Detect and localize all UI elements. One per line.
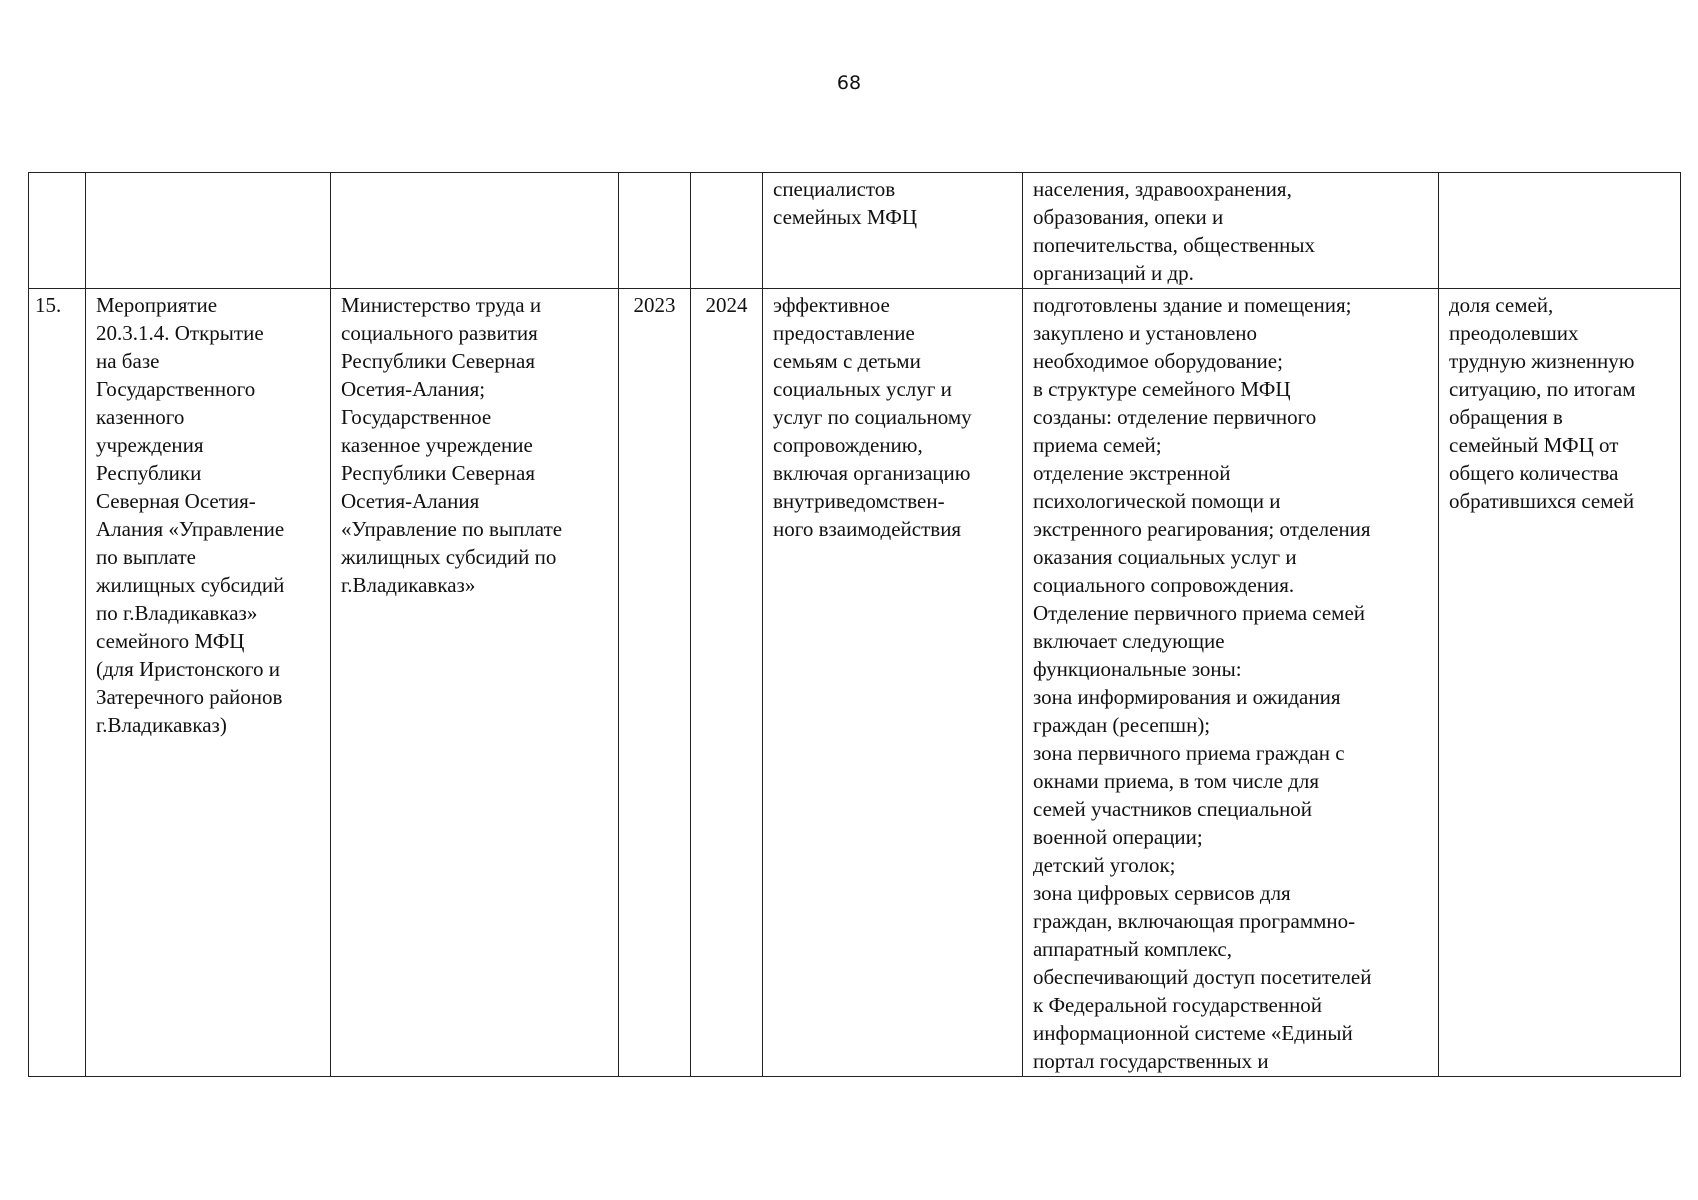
indicator-cell: доля семей, преодолевших трудную жизненную ситуацию, по итогам обращения в семейный МФЦ от общего количества обратившихся семей [1439, 289, 1681, 1077]
end-year-cell [691, 173, 763, 289]
content-cell: подготовлены здание и помещения; закуплено и установлено необходимое оборудование; в структуре семейного МФЦ созданы: отделение первичного приема семей; отделение экстренной психологической помощи и экстренного реагирования; отделения оказания социальных услуг и социального сопровождения. Отделение первичного приема семей включает следующие функциональные зоны: зона информирования и ожидания граждан (ресепшн); зона первичного приема граждан с окнами приема, в том числе для семей участников специальной военной операции; детский уголок; зона цифровых сервисов для граждан, включающая программно- аппаратный комплекс, обеспечивающий доступ посетителей к Федеральной государственной информационной системе «Единый портал государственных и [1023, 289, 1439, 1077]
expected-result-cell: специалистов семейных МФЦ [763, 173, 1023, 289]
start-year-cell [619, 173, 691, 289]
indicator-cell [1439, 173, 1681, 289]
executor-cell: Министерство труда и социального развития Республики Северная Осетия-Алания; Государственное казенное учреждение Республики Северная Осетия-Алания «Управление по выплате жилищных субсидий по г.Владикавказ» [331, 289, 619, 1077]
table-row [29, 173, 1681, 289]
executor-cell [331, 173, 619, 289]
measure-cell [86, 173, 331, 289]
content-cell: населения, здравоохранения, образования, опеки и попечительства, общественных организаций и др. [1023, 173, 1439, 289]
row-number-cell: 15. [29, 289, 86, 1077]
start-year-cell: 2023 [619, 289, 691, 1077]
page-number: 68 [836, 72, 862, 94]
measures-table [28, 172, 1681, 1077]
end-year-cell: 2024 [691, 289, 763, 1077]
expected-result-cell: эффективное предоставление семьям с детьми социальных услуг и услуг по социальному сопровождению, включая организацию внутриведомствен- ного взаимодействия [763, 289, 1023, 1077]
table-row [29, 289, 1681, 1077]
row-number-cell [29, 173, 86, 289]
measure-cell: Мероприятие 20.3.1.4. Открытие на базе Государственного казенного учреждения Республики Северная Осетия- Алания «Управление по выплате жилищных субсидий по г.Владикавказ» семейного МФЦ (для Иристонского и Затеречного районов г.Владикавказ) [86, 289, 331, 1077]
